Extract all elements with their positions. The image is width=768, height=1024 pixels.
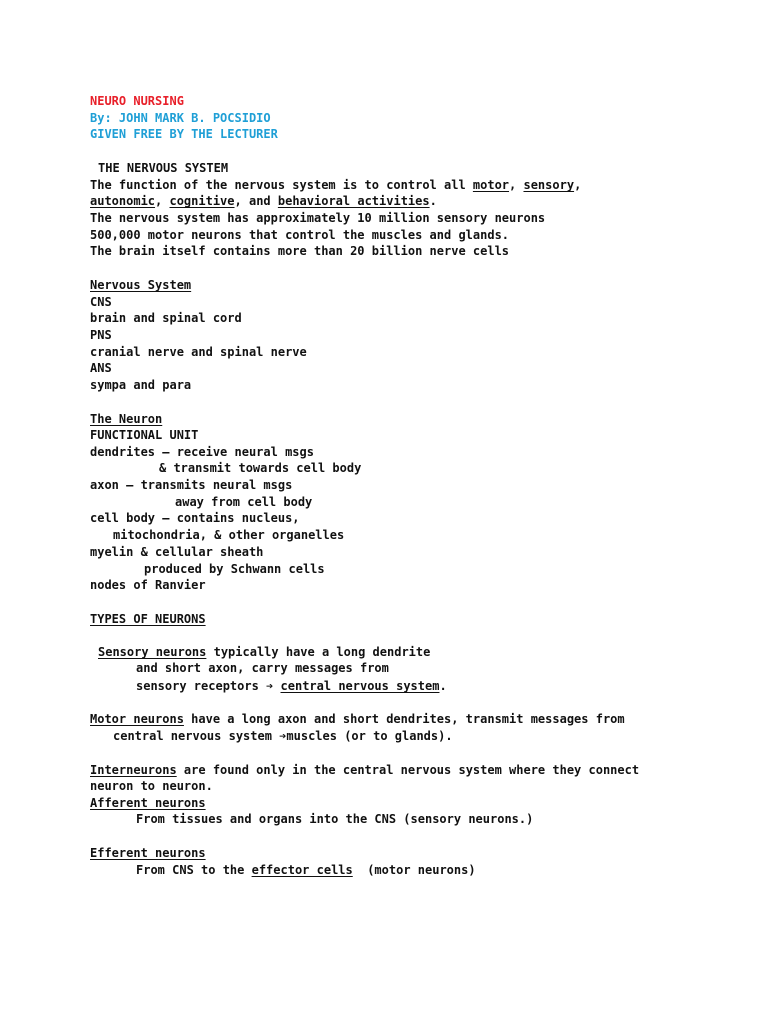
neuron-line: axon – transmits neural msgs — [90, 478, 293, 492]
neuron-line: away from cell body — [175, 495, 313, 509]
intro-line-2 — [90, 193, 437, 209]
term-interneurons: Interneurons — [90, 763, 177, 777]
term-motor: motor — [472, 178, 510, 192]
sensory-line-3 — [136, 678, 447, 694]
text-run: have a long axon and short dendrites, transmit messages from — [183, 712, 625, 726]
sensory-line-2: and short axon, carry messages from — [136, 661, 389, 675]
neuron-line: cell body – contains nucleus, — [90, 511, 300, 525]
term-cognitive: cognitive — [169, 194, 235, 208]
neuron-line: nodes of Ranvier — [90, 578, 206, 592]
term-autonomic: autonomic — [90, 194, 156, 208]
intro-line-5: The brain itself contains more than 20 billion nerve cells — [90, 244, 510, 258]
text-run: The function of the nervous system is to control all — [90, 178, 473, 192]
term-sensory: sensory — [523, 178, 575, 192]
text-run: muscles (or to glands). — [286, 729, 453, 743]
motor-line-1 — [90, 711, 625, 727]
term-afferent-neurons: Afferent neurons — [90, 796, 206, 810]
afferent-line: From tissues and organs into the CNS (sensory neurons.) — [136, 812, 534, 826]
text-run: are found only in the central nervous system where they connect — [176, 763, 640, 777]
nervous-system-list-heading: Nervous System — [90, 278, 192, 292]
neuron-line: produced by Schwann cells — [144, 562, 325, 576]
intro-line-4: 500,000 motor neurons that control the muscles and glands. — [90, 228, 510, 242]
text-run: central nervous system — [113, 729, 280, 743]
term-efferent-neurons: Efferent neurons — [90, 846, 206, 860]
nervous-system-heading: THE NERVOUS SYSTEM — [98, 161, 229, 175]
right-arrow-icon: ➔ — [266, 679, 274, 693]
types-heading: TYPES OF NEURONS — [90, 612, 206, 626]
list-item: cranial nerve and spinal nerve — [90, 345, 307, 359]
list-item: sympa and para — [90, 378, 192, 392]
text-run: , — [509, 178, 524, 192]
text-run — [273, 679, 280, 693]
right-arrow-icon: ➔ — [279, 729, 287, 743]
text-run: , — [574, 178, 582, 192]
doc-author: By: JOHN MARK B. POCSIDIO — [90, 111, 271, 125]
text-run: . — [439, 679, 447, 693]
text-run: typically have a long dendrite — [206, 645, 431, 659]
neuron-heading: The Neuron — [90, 412, 163, 426]
list-item: brain and spinal cord — [90, 311, 242, 325]
neuron-line: mitochondria, & other organelles — [113, 528, 345, 542]
inter-line-1 — [90, 762, 639, 778]
neuron-line: dendrites – receive neural msgs — [90, 445, 314, 459]
term-motor-neurons: Motor neurons — [90, 712, 184, 726]
doc-title: NEURO NURSING — [90, 94, 184, 108]
text-run: (motor neurons) — [352, 863, 476, 877]
term-effector-cells: effector cells — [251, 863, 353, 877]
intro-line-1 — [90, 177, 581, 193]
term-central-nervous-system: central nervous system — [280, 679, 440, 693]
efferent-line — [136, 862, 476, 878]
doc-note: GIVEN FREE BY THE LECTURER — [90, 127, 278, 141]
text-run: , and — [234, 194, 278, 208]
motor-line-2 — [113, 728, 453, 744]
list-item: PNS — [90, 328, 112, 342]
text-run: From CNS to the — [136, 863, 252, 877]
neuron-line: FUNCTIONAL UNIT — [90, 428, 199, 442]
text-run: . — [429, 194, 437, 208]
sensory-line-1 — [98, 644, 430, 660]
neuron-line: myelin & cellular sheath — [90, 545, 264, 559]
list-item: CNS — [90, 295, 112, 309]
term-behavioral: behavioral activities — [277, 194, 430, 208]
text-run: sensory receptors — [136, 679, 267, 693]
list-item: ANS — [90, 361, 112, 375]
inter-line-2: neuron to neuron. — [90, 779, 213, 793]
intro-line-3: The nervous system has approximately 10 million sensory neurons — [90, 211, 546, 225]
text-run: , — [155, 194, 170, 208]
neuron-line: & transmit towards cell body — [159, 461, 362, 475]
term-sensory-neurons: Sensory neurons — [98, 645, 207, 659]
